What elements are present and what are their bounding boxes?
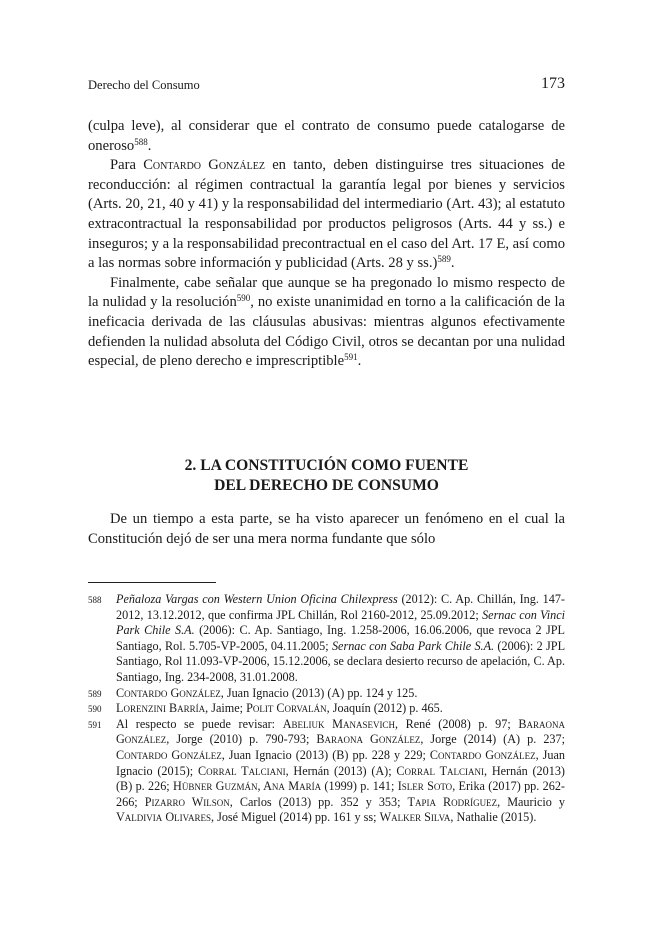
paragraph-3: [88, 274, 565, 372]
footnote-number: 590: [88, 704, 102, 715]
paragraph-3-text-b: , no existe unanimidad en torno a la calificación de la ineficacia derivada de las cláusulas abusivas: mientras algunos efectivamente defienden la nulidad absoluta del Código Civil, otros se decantan por una nulidad especial, de pleno derecho e imprescriptible: [88, 294, 565, 370]
footnote-text: , Jorge (2014) (A) p. 237;: [420, 732, 565, 747]
footnote-text: , Nathalie (2015).: [450, 810, 537, 825]
author-name: Contardo González: [429, 747, 536, 762]
author-name: Tapia Rodríguez: [407, 794, 498, 809]
author-name: Walker Silva: [379, 810, 451, 825]
footnote-text: (2006): C. Ap. Santiago, Ing. 1.258-2006, 16.06.2006, que revoca 2 JPL Santiago, Rol. 5.705-VP-2005, 04.11.2005;: [116, 623, 565, 653]
body-text: [88, 117, 565, 372]
paragraph-2-text: en tanto, deben distinguirse tres situaciones de reconducción: al régimen contractual la garantía legal por bienes y servicios (Arts. 20, 21, 40 y 41) y la responsabilidad del intermediario (Art. 43); al estatuto extracontractual la responsabilidad por productos peligrosos (Arts. 44 y ss.) e inseguros; y a la responsabilidad precontractual en el caso del Art. 17 E, así como a las normas sobre información y publicidad (Arts. 28 y ss.): [88, 157, 566, 272]
author-name: Contardo González: [116, 685, 221, 700]
footnote-591: [88, 717, 565, 826]
footnote-ref-589[interactable]: 589: [437, 254, 451, 265]
footnote-text: , Carlos (2013) pp. 352 y 353;: [229, 794, 408, 809]
footnote-text: (2006): 2 JPL Santiago, Rol 11.093-VP-2006, 15.12.2006, se declara desierto recurso de apelación, C. Ap. Santiago, Ing. 234-2008, 31.01.2008.: [116, 638, 566, 684]
footnote-text: (: [321, 779, 329, 794]
section-paragraph: De un tiempo a esta parte, se ha visto aparecer un fenómeno en el cual la Constitución dejó de ser una mera norma fundante que sólo: [88, 511, 565, 547]
author-name: Valdivia Olivares: [116, 810, 211, 825]
section-heading: [88, 456, 565, 496]
footnote-text: , Erika (2017) pp. 262-266;: [116, 779, 565, 809]
author-name: Abeliuk Manasevich: [282, 716, 395, 731]
footnote-number: 589: [88, 688, 102, 699]
page-number: 173: [541, 75, 565, 92]
footnote-text: , René (: [394, 716, 443, 731]
footnote-ref-591[interactable]: 591: [344, 352, 358, 363]
footnote-text: , Juan Ignacio (2015);: [116, 747, 565, 778]
section-heading-line-1: 2. LA CONSTITUCIÓN COMO FUENTE: [184, 457, 469, 474]
footnote-text: , Mauricio y: [497, 794, 565, 809]
footnote-589: [88, 686, 565, 702]
footnote-text: , Juan Ignacio (2013) (B) pp. 228 y 229;: [221, 747, 430, 762]
paragraph-2-end: .: [450, 255, 455, 272]
paragraph-3-end: .: [357, 353, 362, 370]
case-name: Sernac con Vinci Park Chile S.A.: [116, 607, 565, 638]
author-name: Corral Talciani: [197, 763, 286, 778]
year: 2008: [442, 716, 467, 731]
author-name: Isler Soto: [397, 779, 453, 794]
author-name: Baraona González: [116, 716, 565, 747]
case-name: Peñaloza Vargas con Western Union Oficina Chilexpress: [116, 592, 398, 606]
author-name: Lorenzini Barría: [116, 701, 206, 716]
page-header: [88, 76, 565, 96]
paragraph-1: [88, 117, 565, 156]
footnotes: [88, 592, 565, 826]
footnote-text: , Jorge (2010) p. 790-793;: [166, 732, 317, 747]
author-name: Pizarro Wilson: [144, 794, 230, 809]
paragraph-2-start: Para: [110, 157, 144, 174]
footnote-text: , Juan Ignacio (2013) (A) pp. 124 y 125.: [220, 685, 418, 700]
footnote-ref-588[interactable]: 588: [134, 136, 148, 147]
footnote-divider: [88, 582, 216, 583]
section-text: [88, 510, 565, 549]
footnote-text: , Jaime;: [205, 701, 247, 716]
author-name: Polit Corvalán: [246, 701, 327, 716]
paragraph-1-text: (culpa leve), al considerar que el contrato de consumo puede catalogarse de oneroso: [88, 118, 565, 154]
footnote-text: , Hernán (2013) (A);: [285, 763, 397, 778]
running-title: Derecho del Consumo: [88, 78, 200, 92]
case-name: Sernac con Saba Park Chile S.A.: [331, 638, 495, 653]
author-name: Contardo González: [143, 157, 265, 174]
footnote-588: [88, 592, 565, 686]
footnote-text: , José Miguel (2014) pp. 161 y ss;: [210, 810, 380, 825]
year: 1999: [328, 779, 353, 794]
footnote-text: , Joaquín (2012) p. 465.: [326, 701, 443, 716]
author-name: Corral Talciani: [396, 763, 485, 778]
footnote-number: 591: [88, 719, 102, 730]
author-name: Hübner Guzmán, Ana María: [173, 779, 322, 794]
footnote-text: (2012): C. Ap. Chillán, Ing. 147-2012, 13.12.2012, que confirma JPL Chillán, Rol 2160-2012, 25.09.2012;: [116, 592, 565, 622]
footnote-text: Al respecto se puede revisar:: [116, 716, 283, 731]
paragraph-3-text-a: Finalmente, cabe señalar que aunque se ha pregonado lo mismo respecto de la nulidad y la resolución: [88, 274, 565, 311]
paragraph-2: [88, 156, 565, 274]
footnote-text: , Hernán (2013) (B) p. 226;: [116, 763, 565, 794]
author-name: Baraona González: [316, 732, 421, 747]
author-name: Contardo González: [116, 747, 222, 762]
footnote-number: 588: [88, 595, 102, 605]
section-heading-line-2: DEL DERECHO DE CONSUMO: [214, 477, 439, 494]
paragraph-1-end: .: [147, 137, 152, 154]
footnote-text: ) p. 141;: [352, 779, 398, 794]
footnote-text: ) p. 97;: [466, 716, 519, 731]
footnote-590: [88, 701, 565, 717]
footnote-ref-590[interactable]: 590: [236, 293, 251, 304]
